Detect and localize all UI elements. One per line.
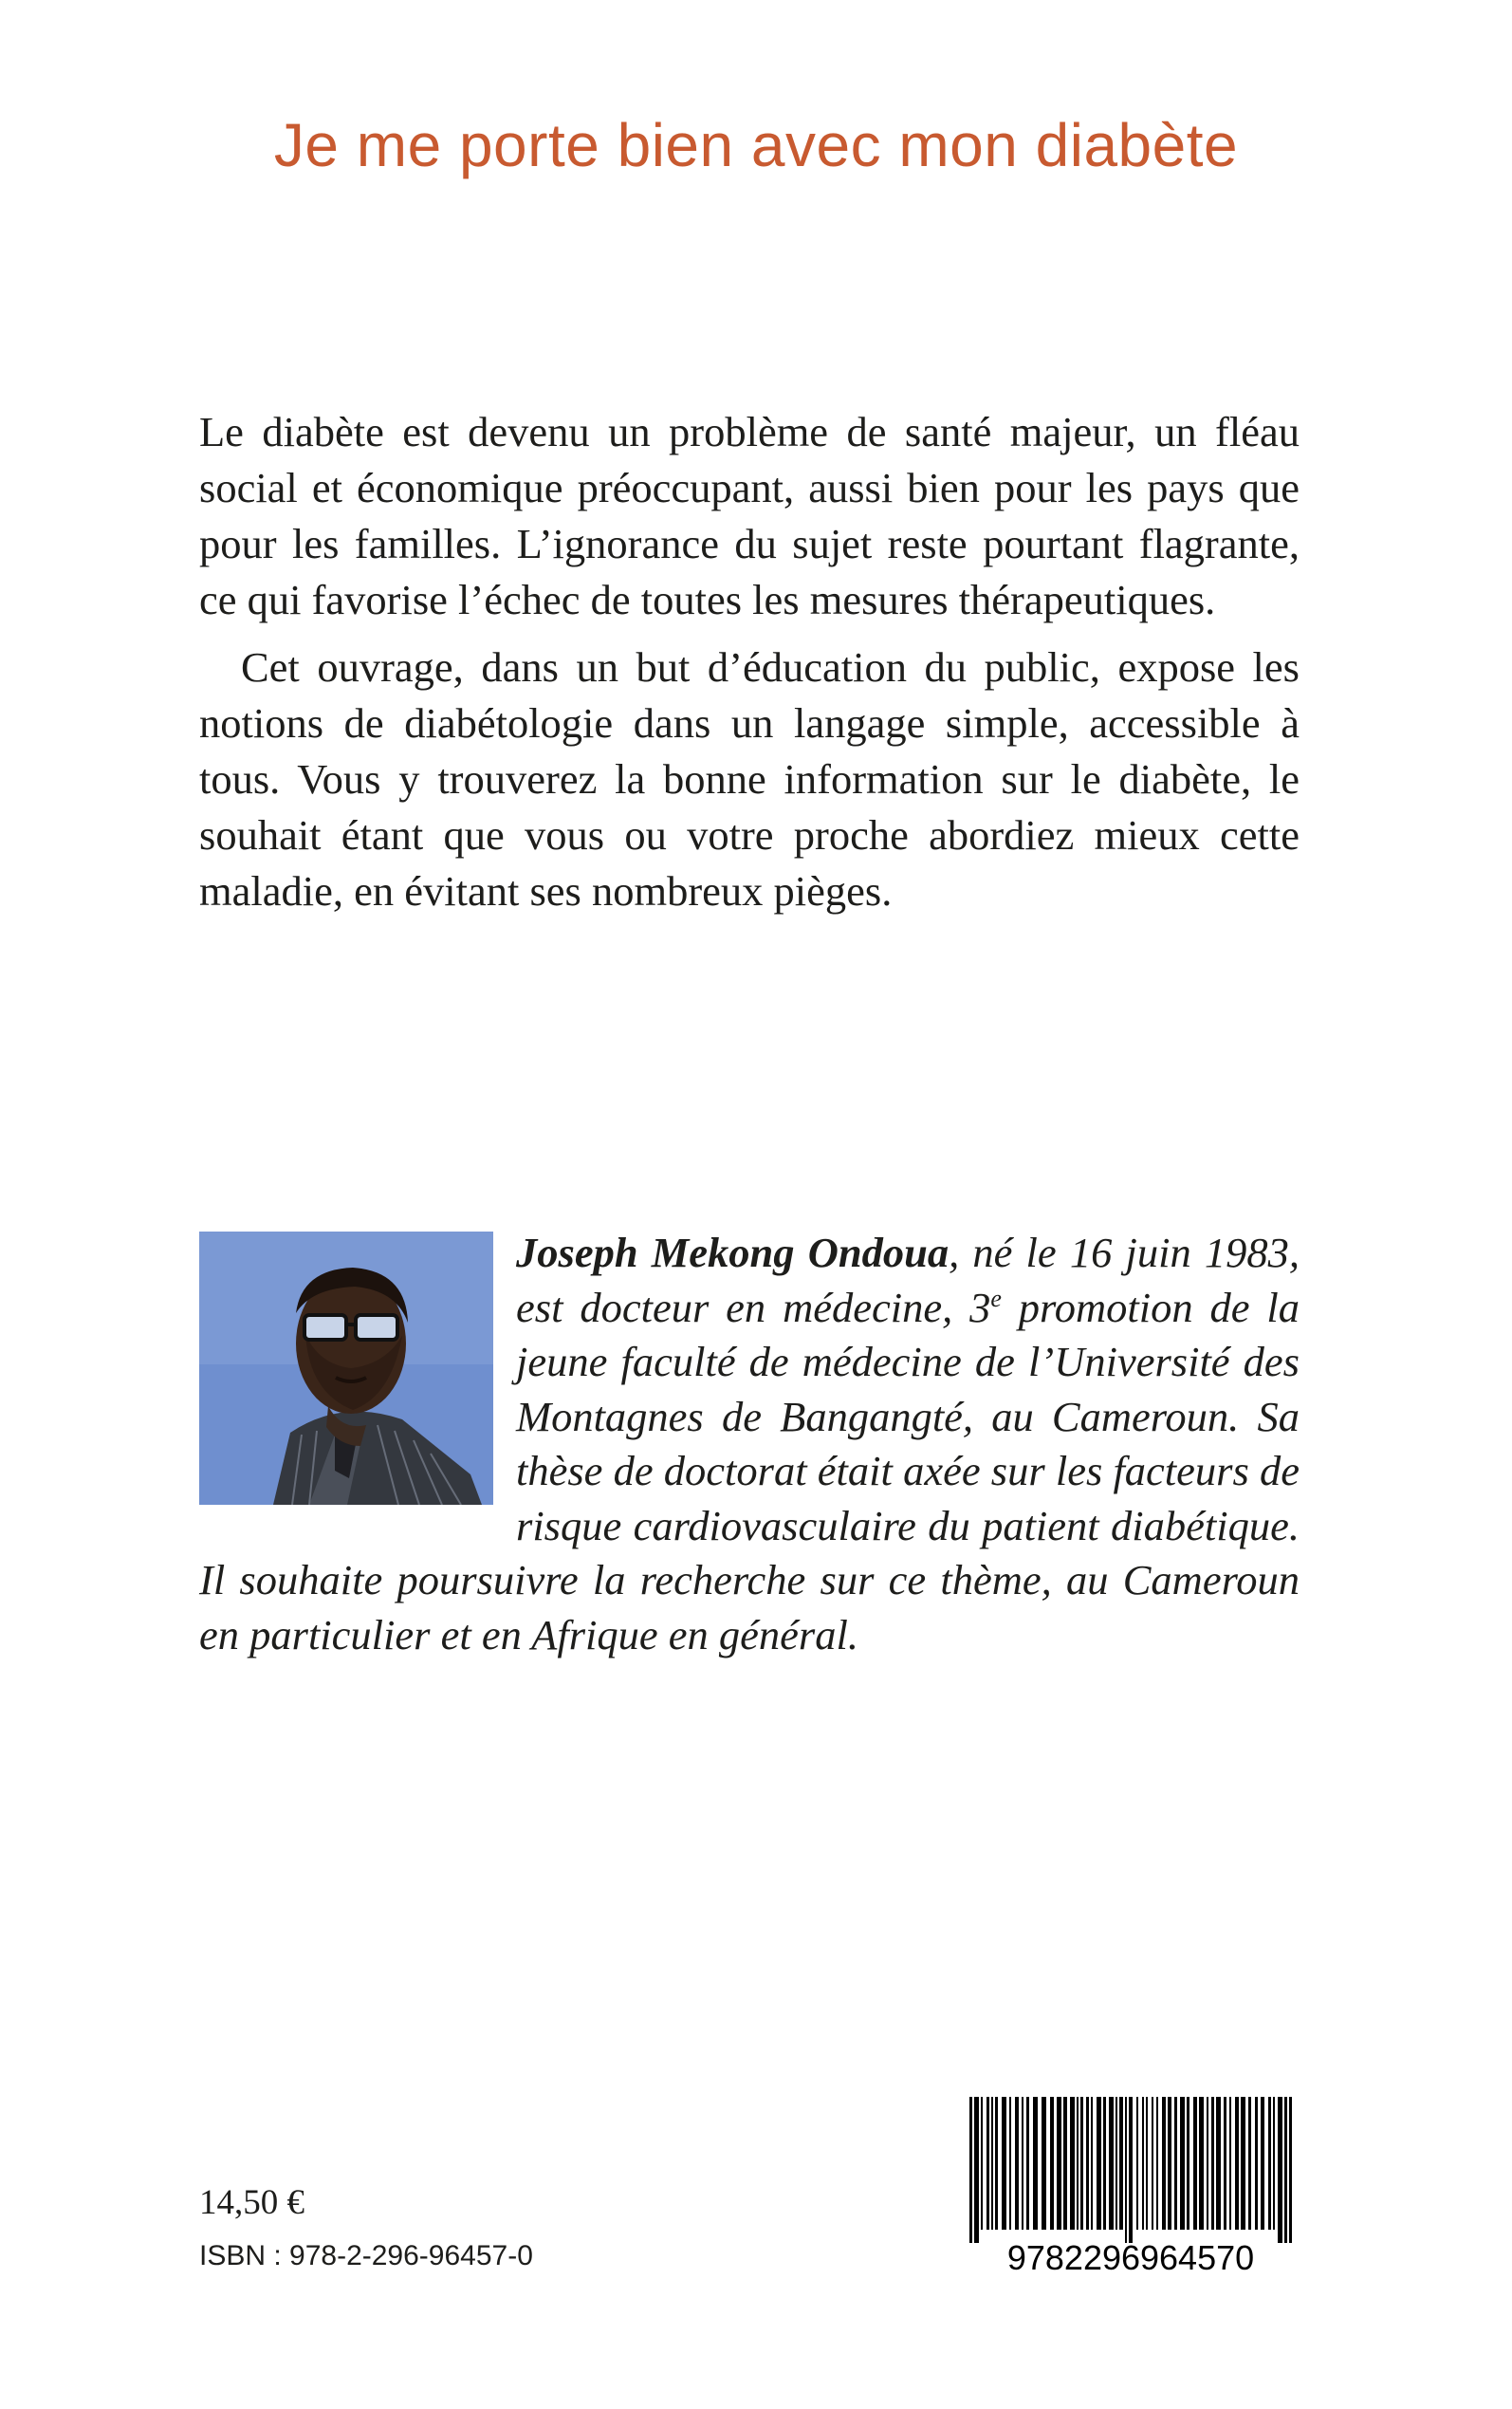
barcode-graphic	[962, 2095, 1300, 2277]
author-portrait-icon	[199, 1232, 493, 1505]
barcode-bar	[1119, 2097, 1123, 2230]
barcode-bar	[1057, 2097, 1061, 2230]
barcode-bar	[1080, 2097, 1083, 2230]
barcode-bar	[1199, 2097, 1204, 2230]
barcode-bar	[1193, 2097, 1197, 2230]
barcode-bar	[1174, 2097, 1177, 2230]
barcode-bar	[1103, 2097, 1106, 2230]
barcode-bar	[1146, 2097, 1148, 2230]
barcode-bar	[1136, 2097, 1138, 2230]
barcode-bar	[1224, 2097, 1226, 2230]
summary-paragraph-1: Le diabète est devenu un problème de santé majeur, un fléau social et économique préoccupant, aussi bien pour les pays que pour les familles. L’ignorance du sujet reste pourtant flagrante, ce qui favorise l’échec de toutes les mesures thérapeutiques.	[199, 408, 1300, 623]
barcode-bar	[1063, 2097, 1067, 2230]
barcode-bar	[1211, 2097, 1214, 2230]
barcode-bar	[1156, 2097, 1158, 2230]
author-bio-start: , né le 16 juin 1983, est docteur en médecine, 3	[516, 1229, 1300, 1331]
barcode-bar	[1229, 2097, 1231, 2230]
barcode-bar	[986, 2097, 989, 2230]
barcode-bar	[995, 2097, 998, 2230]
isbn: ISBN : 978-2-296-96457-0	[199, 2240, 533, 2271]
barcode-bar	[974, 2097, 979, 2243]
barcode-bar	[1268, 2097, 1271, 2230]
barcode-bar	[969, 2097, 972, 2243]
barcode-bar	[1125, 2097, 1127, 2243]
barcode-bar	[1289, 2097, 1292, 2243]
barcode-bar	[1009, 2097, 1011, 2230]
book-title: Je me porte bien avec mon diabète	[273, 111, 1239, 179]
barcode-bar	[1261, 2097, 1264, 2230]
barcode-bar	[1152, 2097, 1153, 2230]
barcode-bar	[1109, 2097, 1114, 2230]
barcode-digits: 9782296964570	[1006, 2238, 1255, 2277]
barcode-bar	[991, 2097, 993, 2230]
barcode	[962, 2095, 1300, 2277]
barcode-bar	[1026, 2097, 1029, 2230]
barcode-bar	[1255, 2097, 1258, 2230]
back-cover-summary	[199, 404, 1300, 919]
barcode-bar	[1002, 2097, 1006, 2230]
barcode-bar	[1042, 2097, 1046, 2230]
author-biography	[199, 1226, 1300, 1662]
price: 14,50 €	[199, 2183, 304, 2222]
barcode-bar	[1033, 2097, 1038, 2230]
barcode-bar	[1162, 2097, 1166, 2230]
barcode-bar	[1015, 2097, 1019, 2230]
barcode-bar	[1050, 2097, 1054, 2230]
barcode-bar	[1278, 2097, 1282, 2243]
author-bio-end: promotion de la jeune faculté de médecine de l’Université des Montagnes de Bangangté, au Cameroun. Sa thèse de doctorat était axée sur les facteurs de risque cardiovasculaire du patient diabétique. Il souhaite poursuivre la recherche sur ce thème, au Cameroun en particulier et en Afrique en général.	[199, 1283, 1300, 1659]
barcode-bar	[981, 2097, 983, 2230]
barcode-bar	[1077, 2097, 1079, 2230]
barcode-bar	[1168, 2097, 1171, 2230]
barcode-bar	[1116, 2097, 1117, 2230]
barcode-bar	[1091, 2097, 1093, 2230]
author-bio-ordinal-suffix: e	[990, 1284, 1002, 1312]
barcode-bar	[1187, 2097, 1189, 2230]
barcode-bar	[1180, 2097, 1185, 2230]
barcode-bar	[1142, 2097, 1144, 2230]
barcode-bar	[1097, 2097, 1101, 2230]
barcode-bar	[1235, 2097, 1239, 2230]
barcode-bar	[1284, 2097, 1287, 2243]
barcode-bar	[1129, 2097, 1133, 2243]
barcode-bar	[1207, 2097, 1208, 2230]
barcode-bar	[1241, 2097, 1245, 2230]
barcode-bar	[1216, 2097, 1221, 2230]
author-name: Joseph Mekong Ondoua	[516, 1229, 950, 1276]
barcode-bar	[1070, 2097, 1075, 2230]
barcode-bar	[1022, 2097, 1023, 2230]
barcode-bar	[1248, 2097, 1251, 2230]
author-photo	[199, 1232, 493, 1505]
summary-paragraph-2: Cet ouvrage, dans un but d’éducation du public, expose les notions de diabétologie dans un langage simple, accessible à tous. Vous y trouverez la bonne information sur le diabète, le souhait étant que vous ou votre proche abordiez mieux cette maladie, en évitant ses nombreux pièges.	[199, 643, 1300, 915]
barcode-bar	[1086, 2097, 1089, 2230]
barcode-bar	[1273, 2097, 1275, 2230]
